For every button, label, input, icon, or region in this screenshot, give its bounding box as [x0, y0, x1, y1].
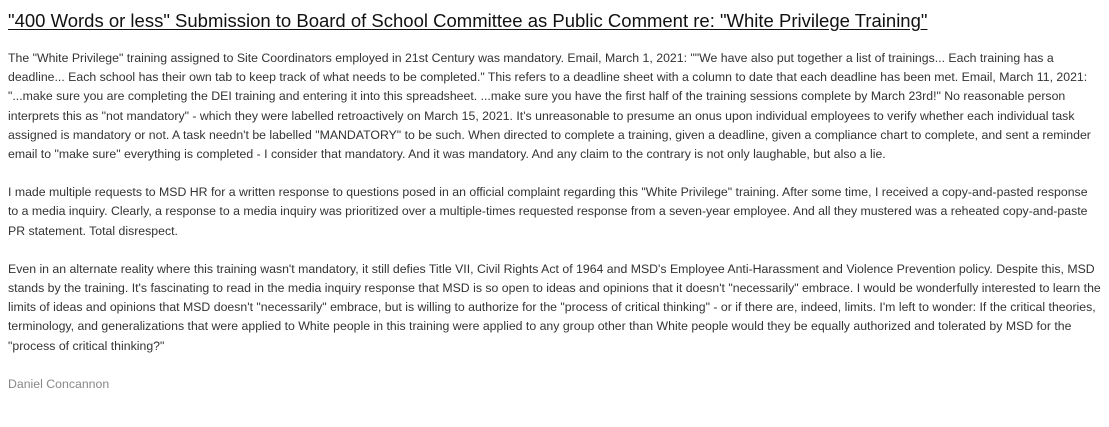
- paragraph-2: I made multiple requests to MSD HR for a written response to questions posed in an official complaint regarding this "White Privilege" training. After some time, I received a copy-and-pasted response to a media inquiry. Clearly, a response to a media inquiry was prioritized over a multiple-times requested response from a seven-year employee. And all they mustered was a reheated copy-and-paste PR statement. Total disrespect.: [8, 185, 1088, 238]
- comment-body: [8, 49, 1101, 394]
- paragraph-3: Even in an alternate reality where this training wasn't mandatory, it still defies Title VII, Civil Rights Act of 1964 and MSD's Employee Anti-Harassment and Violence Prevention policy. Despite this, MSD stands by the training. It's fascinating to read in the media inquiry response that MSD is so open to ideas and opinions that it doesn't "necessarily" embrace. I would be wonderfully interested to learn the limits of ideas and opinions that MSD doesn't "necessarily" embrace, but is willing to authorize for the "process of critical thinking" - or if there are, indeed, limits. I'm left to wonder: If the critical theories, terminology, and generalizations that were applied to White people in this training were applied to any group other than White people would they be equally authorized and tolerated by MSD for the "process of critical thinking?": [8, 261, 1101, 353]
- page-title: "400 Words or less" Submission to Board of School Committee as Public Comment re: "White Privilege Training": [8, 10, 928, 31]
- paragraph-1: The "White Privilege" training assigned to Site Coordinators employed in 21st Century was mandatory. Email, March 1, 2021: ""We have also put together a list of trainings... Each training has a deadline... Each school has their own tab to keep track of what needs to be completed." This refers to a deadline sheet with a column to date that each deadline has been met. Email, March 11, 2021: "...make sure you are completing the DEI training and entering it into this spreadsheet. ...make sure you have the first half of the training sessions complete by March 23rd!" No reasonable person interprets this as "not mandatory" - which they were labelled retroactively on March 15, 2021. It's unreasonable to presume an onus upon individual employees to verify whether each individual task assigned is mandatory or not. A task needn't be labelled "MANDATORY" to be such. When directed to complete a training, given a deadline, given a compliance chart to complete, and sent a reminder email to "make sure" everything is completed - I consider that mandatory. And it was mandatory. And any claim to the contrary is not only laughable, but also a lie.: [8, 51, 1091, 162]
- author-signature: Daniel Concannon: [8, 376, 110, 391]
